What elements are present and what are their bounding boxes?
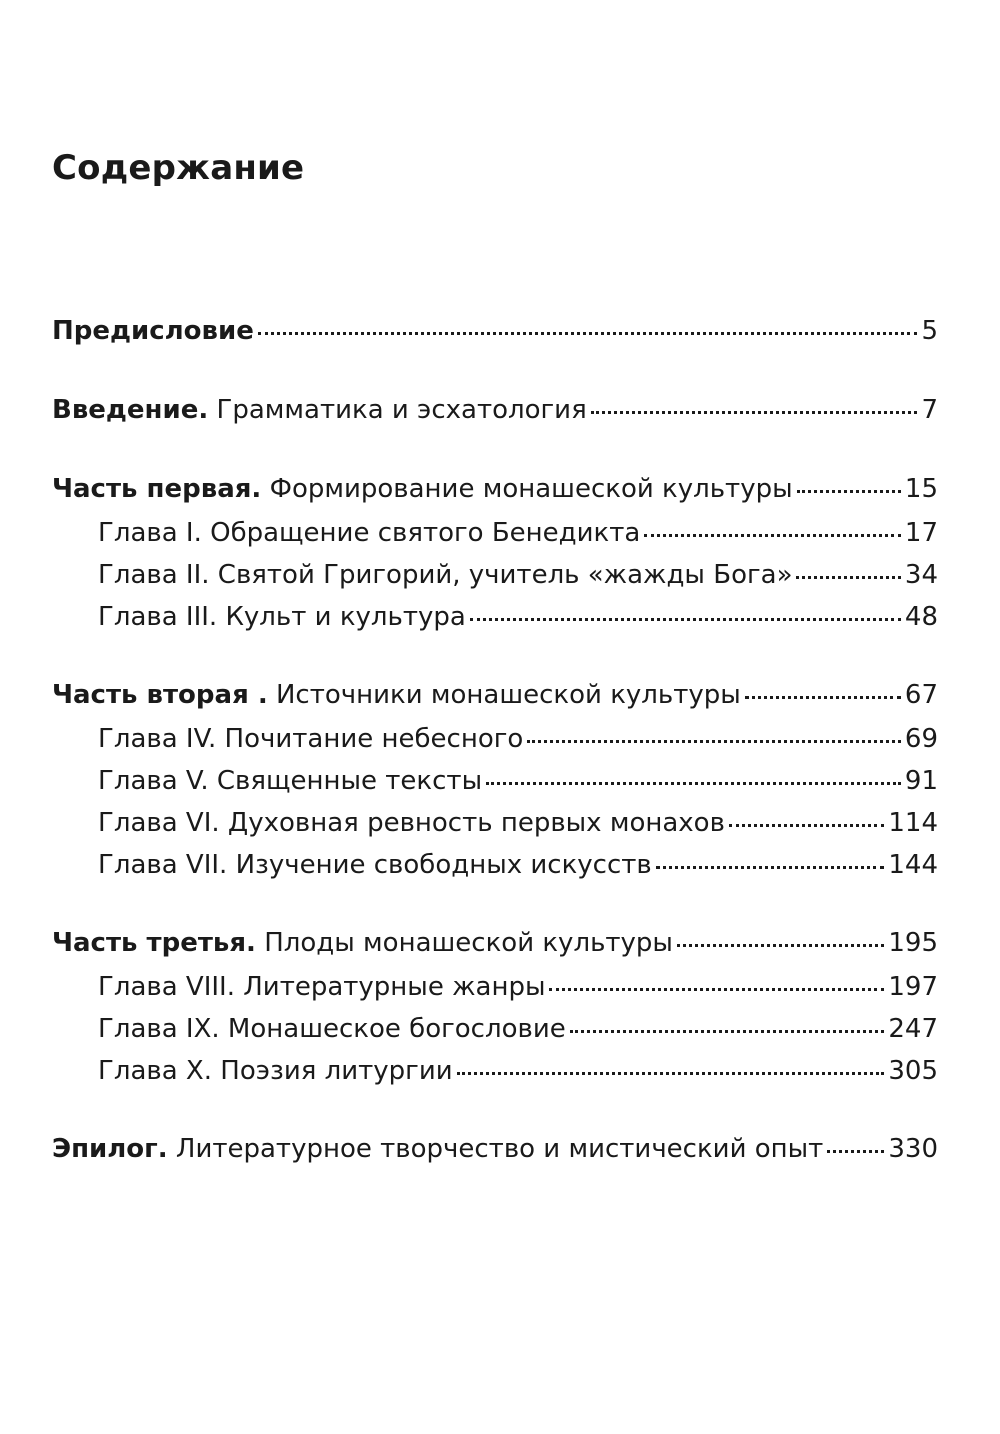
toc-page-number: 114 — [888, 808, 938, 838]
toc-entry-text: Глава IV. Почитание небесного — [98, 724, 524, 754]
toc-entry-label: Часть первая. — [52, 474, 262, 504]
dot-leader — [827, 1149, 884, 1153]
toc-entry-text: Глава VI. Духовная ревность первых монахов — [98, 808, 725, 838]
toc-page-number: 247 — [888, 1014, 938, 1044]
toc-entry-label: Введение. — [52, 395, 209, 425]
toc-entry-text: Плоды монашеской культуры — [264, 928, 673, 958]
dot-leader — [745, 695, 901, 699]
dot-leader — [656, 865, 885, 869]
toc-entry-text: Глава X. Поэзия литургии — [98, 1056, 453, 1086]
dot-leader — [470, 617, 901, 621]
toc-page-number: 195 — [888, 928, 938, 958]
dot-leader — [797, 489, 901, 493]
toc-entry-text: Источники монашеской культуры — [275, 680, 741, 710]
toc-entry-part-three — [52, 926, 938, 960]
toc-entry-chapter — [98, 764, 938, 798]
toc-entry-preface — [52, 314, 938, 348]
toc-entry-chapter — [98, 722, 938, 756]
toc-entry-label: Часть третья. — [52, 928, 256, 958]
dot-leader — [258, 331, 918, 335]
toc-entry-chapter — [98, 1012, 938, 1046]
toc-page-number: 5 — [921, 316, 938, 346]
toc-entry-chapter — [98, 970, 938, 1004]
toc-entry-text: Глава I. Обращение святого Бенедикта — [98, 518, 641, 548]
toc-entry-text: Глава V. Священные тексты — [98, 766, 483, 796]
toc-page-number: 7 — [921, 395, 938, 425]
toc-page-number: 197 — [888, 972, 938, 1002]
toc-entry-text: Глава VII. Изучение свободных искусств — [98, 850, 652, 880]
dot-leader — [591, 410, 918, 414]
toc-page-number: 144 — [888, 850, 938, 880]
toc-page-number: 305 — [888, 1056, 938, 1086]
toc-entry-text: Литературное творчество и мистический опыт — [175, 1134, 824, 1164]
toc-entry-chapter — [98, 806, 938, 840]
dot-leader — [677, 943, 884, 947]
page-title: Содержание — [52, 148, 305, 188]
toc-entry-introduction — [52, 393, 938, 427]
dot-leader — [570, 1029, 885, 1033]
toc-entry-chapter — [98, 1054, 938, 1088]
toc-entry-text: Грамматика и эсхатология — [216, 395, 587, 425]
dot-leader — [457, 1071, 885, 1075]
toc-entry-text: Глава IX. Монашеское богословие — [98, 1014, 566, 1044]
toc-page-number: 15 — [904, 474, 938, 504]
toc-entry-epilogue — [52, 1132, 938, 1166]
toc-page-number: 17 — [904, 518, 938, 548]
toc-page-number: 34 — [904, 560, 938, 590]
toc-entry-chapter — [98, 600, 938, 634]
toc-page-number: 91 — [904, 766, 938, 796]
dot-leader — [549, 987, 884, 991]
dot-leader — [729, 823, 884, 827]
toc-entry-text: Формирование монашеской культуры — [269, 474, 793, 504]
toc-entry-text: Глава VIII. Литературные жанры — [98, 972, 546, 1002]
toc-entry-chapter — [98, 516, 938, 550]
toc-entry-part-one — [52, 472, 938, 506]
toc-entry-chapter — [98, 848, 938, 882]
toc-entry-label: Предисловие — [52, 316, 254, 346]
toc-page-number: 67 — [904, 680, 938, 710]
dot-leader — [527, 739, 901, 743]
toc-page-number: 48 — [904, 602, 938, 632]
toc-entry-text: Глава II. Святой Григорий, учитель «жажды Бога» — [98, 560, 793, 590]
dot-leader — [644, 533, 901, 537]
toc-page-number: 330 — [888, 1134, 938, 1164]
toc-entry-text: Глава III. Культ и культура — [98, 602, 466, 632]
toc-entry-part-two — [52, 678, 938, 712]
toc-entry-label: Эпилог. — [52, 1134, 168, 1164]
toc-entry-label: Часть вторая . — [52, 680, 268, 710]
toc-entry-chapter — [98, 558, 938, 592]
dot-leader — [486, 781, 901, 785]
dot-leader — [796, 575, 900, 579]
toc-page-number: 69 — [904, 724, 938, 754]
